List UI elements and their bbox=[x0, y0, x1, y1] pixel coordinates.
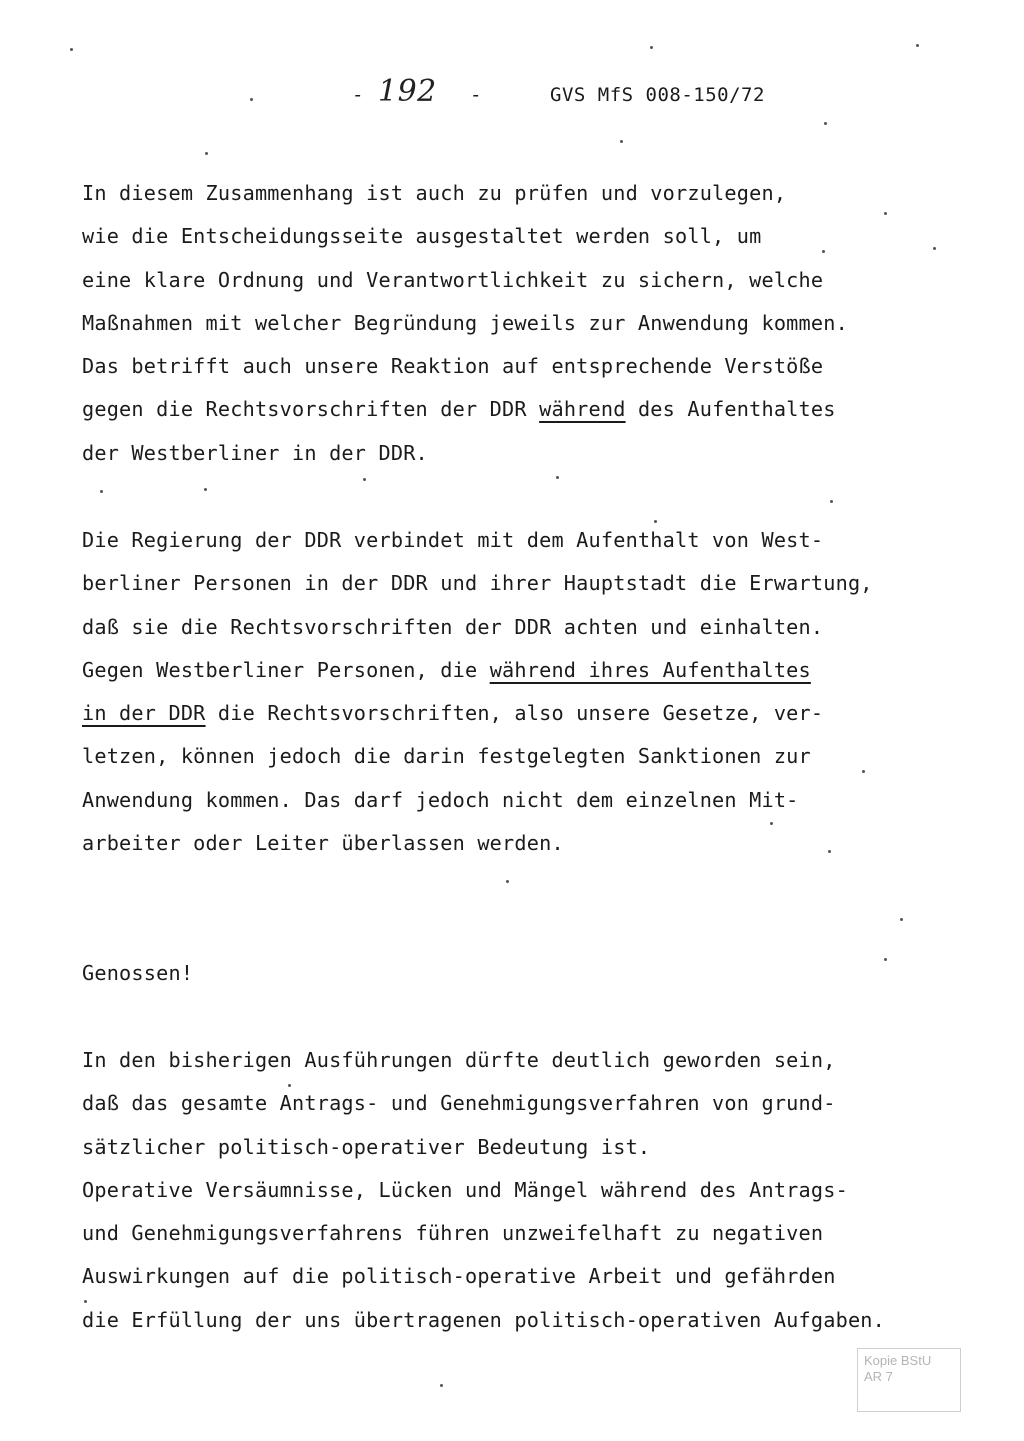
text-line bbox=[82, 345, 848, 388]
scan-speck bbox=[884, 958, 887, 961]
scan-speck bbox=[770, 822, 773, 825]
text-segment: sätzlicher politisch-operativer Bedeutung ist. bbox=[82, 1134, 651, 1159]
text-line bbox=[82, 692, 873, 735]
scan-speck bbox=[70, 48, 73, 51]
scan-speck bbox=[900, 918, 903, 921]
text-segment: der Westberliner in der DDR. bbox=[82, 440, 428, 465]
scan-speck bbox=[506, 880, 509, 883]
paragraph-2 bbox=[82, 519, 873, 865]
scan-speck bbox=[620, 140, 623, 143]
text-segment: In den bisherigen Ausführungen dürfte deutlich geworden sein, bbox=[82, 1048, 836, 1072]
text-line bbox=[82, 302, 848, 345]
header-dash-right: - bbox=[470, 84, 482, 106]
text-line bbox=[82, 1082, 885, 1125]
stamp-line-2: AR 7 bbox=[864, 1369, 893, 1384]
text-segment: Die Regierung der DDR verbindet mit dem Aufenthalt von West- bbox=[82, 528, 824, 552]
scan-speck bbox=[916, 44, 919, 47]
text-segment: Genossen! bbox=[82, 961, 194, 985]
text-segment: Gegen Westberliner Personen, die bbox=[82, 657, 490, 682]
text-segment: letzen, können jedoch die darin festgelegten Sanktionen zur bbox=[82, 744, 811, 769]
scan-speck bbox=[824, 122, 827, 125]
text-segment: wie die Entscheidungsseite ausgestaltet werden soll, um bbox=[82, 224, 762, 249]
text-segment: die Rechtsvorschriften, also unsere Gesetze, ver- bbox=[205, 701, 824, 726]
text-line bbox=[82, 779, 873, 822]
text-segment: Operative Versäumnisse, Lücken und Mängel während des Antrags- bbox=[82, 1177, 848, 1202]
scan-speck bbox=[204, 488, 207, 491]
scan-speck bbox=[288, 1084, 291, 1087]
text-line bbox=[82, 388, 848, 431]
text-line bbox=[82, 952, 193, 995]
text-segment: des Aufenthaltes bbox=[625, 397, 836, 422]
handwritten-page-number: 192 bbox=[378, 74, 437, 109]
text-segment: gegen die Rechtsvorschriften der DDR bbox=[82, 397, 540, 422]
text-segment: In diesem Zusammenhang ist auch zu prüfen und vorzulegen, bbox=[82, 181, 787, 205]
text-segment: eine klare Ordnung und Verantwortlichkeit zu sichern, welche bbox=[82, 267, 824, 292]
text-segment: daß das gesamte Antrags- und Genehmigungsverfahren von grund- bbox=[82, 1091, 836, 1116]
scan-speck bbox=[650, 46, 653, 49]
text-segment: Das betrifft auch unsere Reaktion auf entsprechende Verstöße bbox=[82, 354, 824, 379]
text-segment: und Genehmigungsverfahrens führen unzweifelhaft zu negativen bbox=[82, 1221, 824, 1246]
text-line bbox=[82, 1039, 885, 1082]
text-line bbox=[82, 1169, 885, 1212]
text-segment: daß sie die Rechtsvorschriften der DDR achten und einhalten. bbox=[82, 614, 824, 639]
stamp-line-1: Kopie BStU bbox=[864, 1353, 932, 1368]
scan-speck bbox=[828, 850, 831, 853]
text-segment: die Erfüllung der uns übertragenen politisch-operativen Aufgaben. bbox=[82, 1307, 886, 1332]
underlined-text: in der DDR bbox=[82, 701, 206, 726]
scan-speck bbox=[556, 476, 559, 479]
text-line bbox=[82, 562, 873, 605]
text-line bbox=[82, 1299, 885, 1342]
scan-speck bbox=[440, 1384, 443, 1387]
text-segment: berliner Personen in der DDR und ihrer Hauptstadt die Erwartung, bbox=[82, 571, 873, 596]
text-segment: arbeiter oder Leiter überlassen werden. bbox=[82, 831, 564, 856]
text-line bbox=[82, 649, 873, 692]
archive-stamp bbox=[857, 1348, 961, 1412]
scan-speck bbox=[933, 247, 936, 250]
text-line bbox=[82, 606, 873, 649]
scan-speck bbox=[250, 98, 253, 101]
paragraph-3 bbox=[82, 952, 193, 995]
text-line bbox=[82, 259, 848, 302]
header-dash-left: - bbox=[352, 84, 364, 106]
scan-speck bbox=[205, 152, 208, 155]
text-line bbox=[82, 1255, 885, 1298]
text-line bbox=[82, 215, 848, 258]
text-line bbox=[82, 1212, 885, 1255]
scan-speck bbox=[363, 478, 366, 481]
underlined-text: während ihres Aufenthaltes bbox=[489, 657, 811, 682]
text-line bbox=[82, 735, 873, 778]
text-segment: Maßnahmen mit welcher Begründung jeweils zur Anwendung kommen. bbox=[82, 310, 848, 335]
scan-speck bbox=[830, 500, 833, 503]
document-reference: GVS MfS 008-150/72 bbox=[550, 84, 765, 106]
scan-speck bbox=[100, 490, 103, 493]
text-line bbox=[82, 432, 848, 475]
paragraph-1 bbox=[82, 172, 848, 475]
text-segment: Auswirkungen auf die politisch-operative Arbeit und gefährden bbox=[82, 1264, 836, 1289]
scan-speck bbox=[84, 1300, 87, 1303]
scan-speck bbox=[822, 250, 825, 253]
text-line bbox=[82, 822, 873, 865]
text-line bbox=[82, 172, 848, 215]
text-segment: Anwendung kommen. Das darf jedoch nicht dem einzelnen Mit- bbox=[82, 787, 799, 812]
underlined-text: während bbox=[539, 397, 626, 422]
paragraph-4 bbox=[82, 1039, 885, 1342]
scan-speck bbox=[654, 520, 657, 523]
scan-speck bbox=[862, 770, 865, 773]
text-line bbox=[82, 519, 873, 562]
scan-speck bbox=[884, 212, 887, 215]
text-line bbox=[82, 1126, 885, 1169]
